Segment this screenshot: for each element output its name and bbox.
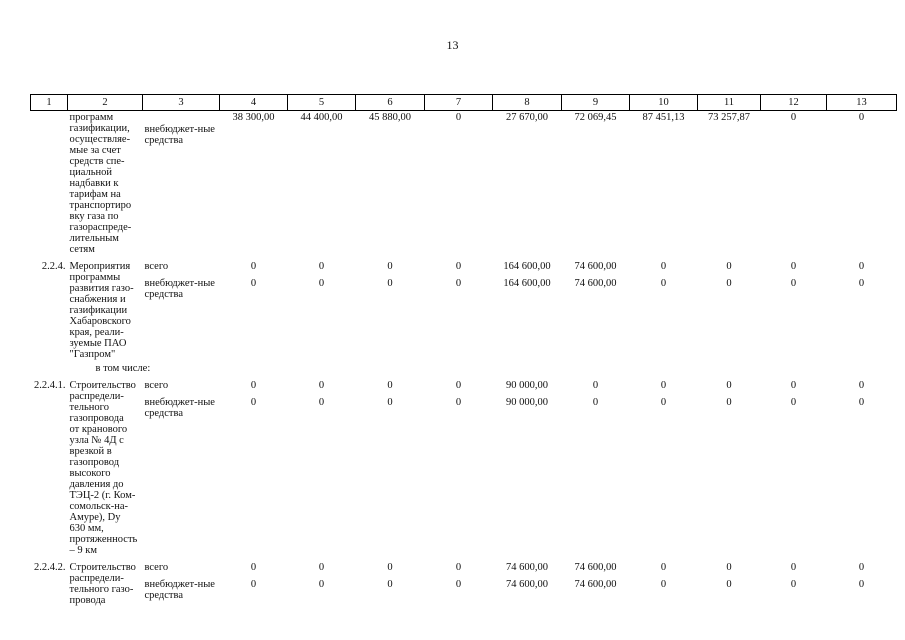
column-header: 2	[68, 95, 143, 111]
table-cell: 90 000,00 90 000,00	[506, 380, 548, 408]
subheading: в том числе:	[95, 363, 151, 374]
column-header: 10	[630, 95, 698, 111]
table-cell: 0 0	[726, 562, 732, 590]
row-code: 2.2.4.	[41, 261, 66, 272]
table-cell: 87 451,13	[642, 112, 685, 123]
table-row	[31, 111, 897, 256]
column-header: 9	[562, 95, 630, 111]
table-cell: 72 069,45	[574, 112, 617, 123]
header-row	[31, 95, 897, 111]
table-cell: 0 0	[858, 380, 865, 408]
table-cell: 0	[455, 112, 462, 123]
table-cell: 45 880,00	[369, 112, 411, 123]
table-cell: 0 0	[455, 261, 462, 289]
table-cell: 0 0	[318, 562, 325, 590]
table-cell: 0 0	[250, 261, 257, 289]
table-cell: 27 670,00	[506, 112, 548, 123]
column-header: 8	[493, 95, 562, 111]
table-cell: 0 0	[387, 562, 393, 590]
column-header: 11	[698, 95, 761, 111]
table-row	[31, 379, 897, 556]
table-cell: 0 0	[318, 261, 325, 289]
table-cell: 0 0	[660, 380, 667, 408]
table-cell: 74 600,00 74 600,00	[506, 562, 548, 590]
table-cell: 0	[790, 112, 797, 123]
row-name: Мероприятия программы развития газо- снабжения и газификации Хабаровского края, реали- зуемые ПАО "Газпром"	[69, 261, 134, 360]
table-cell: 164 600,00 164 600,00	[503, 261, 551, 289]
table-cell: 0 0	[858, 562, 865, 590]
table-cell: 0 0	[250, 380, 257, 408]
table-cell: 0 0	[387, 380, 393, 408]
table-cell: 0	[858, 112, 865, 123]
column-header: 6	[356, 95, 425, 111]
table-row	[31, 561, 897, 606]
column-header: 3	[143, 95, 220, 111]
table-cell: 0 0	[790, 380, 797, 408]
row-name: программ газификации, осуществляе- мые за счет средств спе- циальной надбавки к тарифам на транспортиро вку газа по газораспреде- лительным сетям	[69, 112, 132, 255]
table-cell: 0 0	[387, 261, 393, 289]
table-cell: 74 600,00 74 600,00	[574, 261, 617, 289]
table-cell: 0 0	[455, 380, 462, 408]
funding-source: всего внебюджет-ные средства	[144, 562, 215, 601]
table-cell: 0 0	[726, 380, 732, 408]
row-name: Строительство распредели- тельного газопровода от кранового узла № 4Д с врезкой в газопровод высокого давления до ТЭЦ-2 (г. Ком- сомольск-на- Амуре), Dy 630 мм, протяженность – 9 км	[69, 380, 138, 556]
table-cell: 44 400,00	[300, 112, 343, 123]
row-name: Строительство распредели- тельного газо- провода	[69, 562, 136, 606]
subheading-row	[31, 360, 897, 374]
column-header: 5	[288, 95, 356, 111]
column-header: 7	[425, 95, 493, 111]
column-header: 12	[761, 95, 827, 111]
column-header: 4	[220, 95, 288, 111]
table-cell: 0 0	[592, 380, 599, 408]
table-cell: 0 0	[858, 261, 865, 289]
table-cell: 73 257,87	[708, 112, 750, 123]
table-cell: 0 0	[318, 380, 325, 408]
table-cell: 38 300,00	[232, 112, 275, 123]
row-code	[31, 111, 68, 256]
table-cell: 0 0	[250, 562, 257, 590]
row-code: 2.2.4.1.	[34, 380, 66, 391]
funding-source: внебюджет-ные средства	[144, 124, 215, 146]
table-cell: 0 0	[660, 261, 667, 289]
table-row	[31, 260, 897, 360]
page-number: 13	[446, 38, 459, 52]
table-cell: 0 0	[790, 562, 797, 590]
table-cell: 0 0	[790, 261, 797, 289]
funding-source: всего внебюджет-ные средства	[144, 380, 215, 419]
row-code: 2.2.4.2.	[34, 562, 66, 573]
table-cell: 0 0	[726, 261, 732, 289]
budget-table	[30, 94, 897, 606]
table-cell: 0 0	[455, 562, 462, 590]
funding-source: всего внебюджет-ные средства	[144, 261, 215, 300]
table-cell: 0 0	[660, 562, 667, 590]
column-header: 13	[827, 95, 897, 111]
table-cell: 74 600,00 74 600,00	[574, 562, 617, 590]
column-header: 1	[31, 95, 68, 111]
